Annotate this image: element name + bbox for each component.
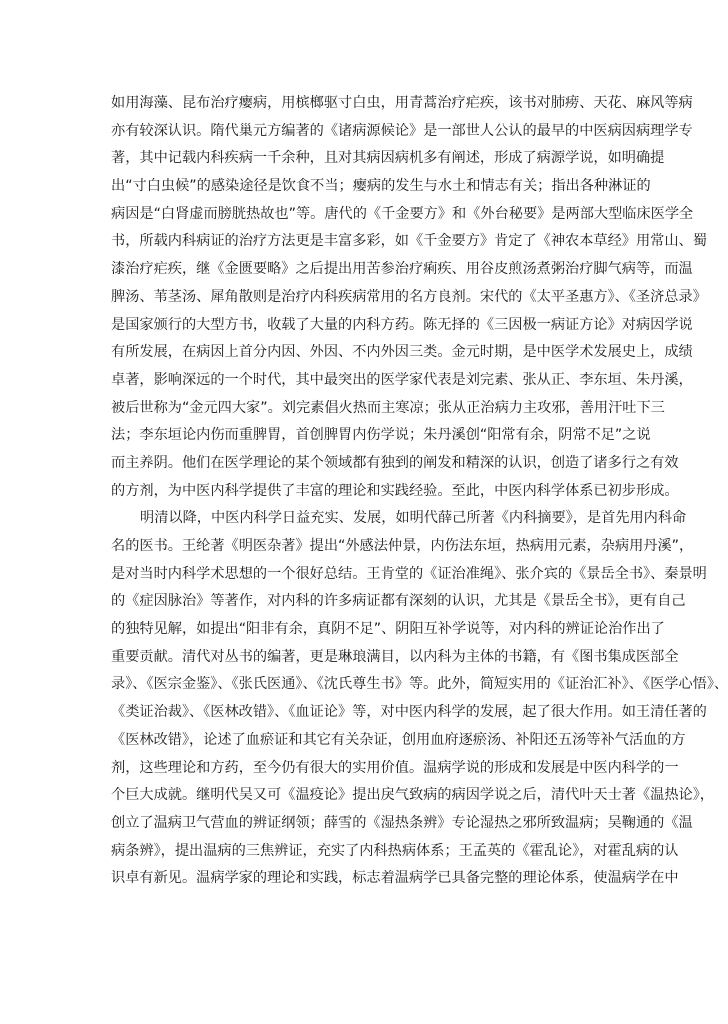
text-line: 而主养阴。他们在医学理论的某个领域都有独到的阐发和精深的认识，创造了诸多行之有效	[111, 454, 679, 471]
text-line: 书，所载内科病证的治疗方法更是丰富多彩，如《千金要方》肯定了《神农本草经》用常山、蜀	[111, 233, 707, 250]
text-line: 的独特见解，如提出“阳非有余，真阴不足”、阴阳互补学说等，对内科的辨证论治作出了	[111, 621, 665, 638]
text-line: 如用海藻、昆布治疗瘿病，用槟榔驱寸白虫，用青蒿治疗疟疾，该书对肺痨、天花、麻风等病	[111, 95, 693, 111]
text-line: 个巨大成就。继明代吴又可《温疫论》提出戾气致病的病因学说之后，清代叶天士著《温热论》，	[111, 787, 714, 804]
text-line: 病因是“白肾虚而膀胱热故也”等。唐代的《千金要方》和《外台秘要》是两部大型临床医学全	[111, 205, 694, 222]
text-line: 脾汤、苇茎汤、犀角散则是治疗内科疾病常用的名方良剂。宋代的《太平圣惠方》、《圣济总录》	[111, 288, 707, 305]
body-text	[111, 90, 728, 893]
text-line: 被后世称为“金元四大家”。刘完素倡火热而主寒凉；张从正治病力主攻邪，善用汗吐下三	[111, 399, 665, 416]
text-line: 《医林改错》，论述了血瘀证和其它有关杂证，创用血府逐瘀汤、补阳还五汤等补气活血的方	[111, 731, 686, 748]
text-line: 亦有较深认识。隋代巢元方编著的《诸病源候论》是一部世人公认的最早的中医病因病理学专	[111, 122, 693, 139]
text-line: 著，其中记载内科疾病一千余种，且对其病因病机多有阐述，形成了病源学说，如明确提	[111, 150, 665, 167]
text-line: 的方剂，为中医内科学提供了丰富的理论和实践经验。至此，中医内科学体系已初步形成。	[111, 482, 679, 499]
text-line: 《类证治裁》、《医林改错》、《血证论》等，对中医内科学的发展，起了很大作用。如王清任著的	[111, 704, 707, 721]
text-line: 录》、《医宗金鉴》、《张氏医通》、《沈氏尊生书》等。此外，简短实用的《证治汇补》、《医学心悟》、	[111, 676, 728, 693]
text-line: 剂，这些理论和方药，至今仍有很大的实用价值。温病学说的形成和发展是中医内科学的一	[111, 759, 679, 776]
text-line: 法；李东垣论内伤而重脾胃，首创脾胃内伤学说；朱丹溪创“阳常有余，阴常不足”之说	[111, 427, 651, 444]
text-line: 名的医书。王纶著《明医杂著》提出“外感法仲景，内伤法东垣，热病用元素，杂病用丹溪”，	[111, 538, 694, 554]
text-line: 出“寸白虫候”的感染途径是饮食不当；瘿病的发生与水土和情志有关；指出各种淋证的	[111, 178, 651, 195]
text-line: 是对当时内科学术思想的一个很好总结。王肯堂的《证治准绳》、张介宾的《景岳全书》、秦景明	[111, 565, 707, 582]
paragraph-start-line: 明清以降，中医内科学日益充实、发展，如明代薛己所著《内科摘要》，是首先用内科命	[140, 510, 687, 527]
text-line: 创立了温病卫气营血的辨证纲领；薛雪的《湿热条辨》专论湿热之邪所致温病；吴鞠通的《温	[111, 814, 693, 831]
text-line: 识卓有新见。温病学家的理论和实践，标志着温病学已具备完整的理论体系，使温病学在中	[111, 870, 679, 887]
text-line: 漆治疗疟疾，继《金匮要略》之后提出用苦参治疗痢疾、用谷皮煎汤煮粥治疗脚气病等，而温	[111, 261, 693, 278]
text-line: 卓著，影响深远的一个时代，其中最突出的医学家代表是刘完素、张从正、李东垣、朱丹溪，	[111, 371, 693, 388]
text-line: 是国家颁行的大型方书，收载了大量的内科方药。陈无择的《三因极一病证方论》对病因学说	[111, 316, 693, 333]
text-line: 有所发展，在病因上首分内因、外因、不内外因三类。金元时期，是中医学术发展史上，成绩	[111, 344, 693, 361]
text-line: 重要贡献。清代对丛书的编著，更是琳琅满目，以内科为主体的书籍，有《图书集成医部全	[111, 648, 679, 665]
text-line: 病条辨》，提出温病的三焦辨证，充实了内科热病体系；王孟英的《霍乱论》，对霍乱病的认	[111, 842, 679, 859]
text-line: 的《症因脉治》等著作，对内科的许多病证都有深刻的认识，尤其是《景岳全书》，更有自己	[111, 593, 686, 610]
